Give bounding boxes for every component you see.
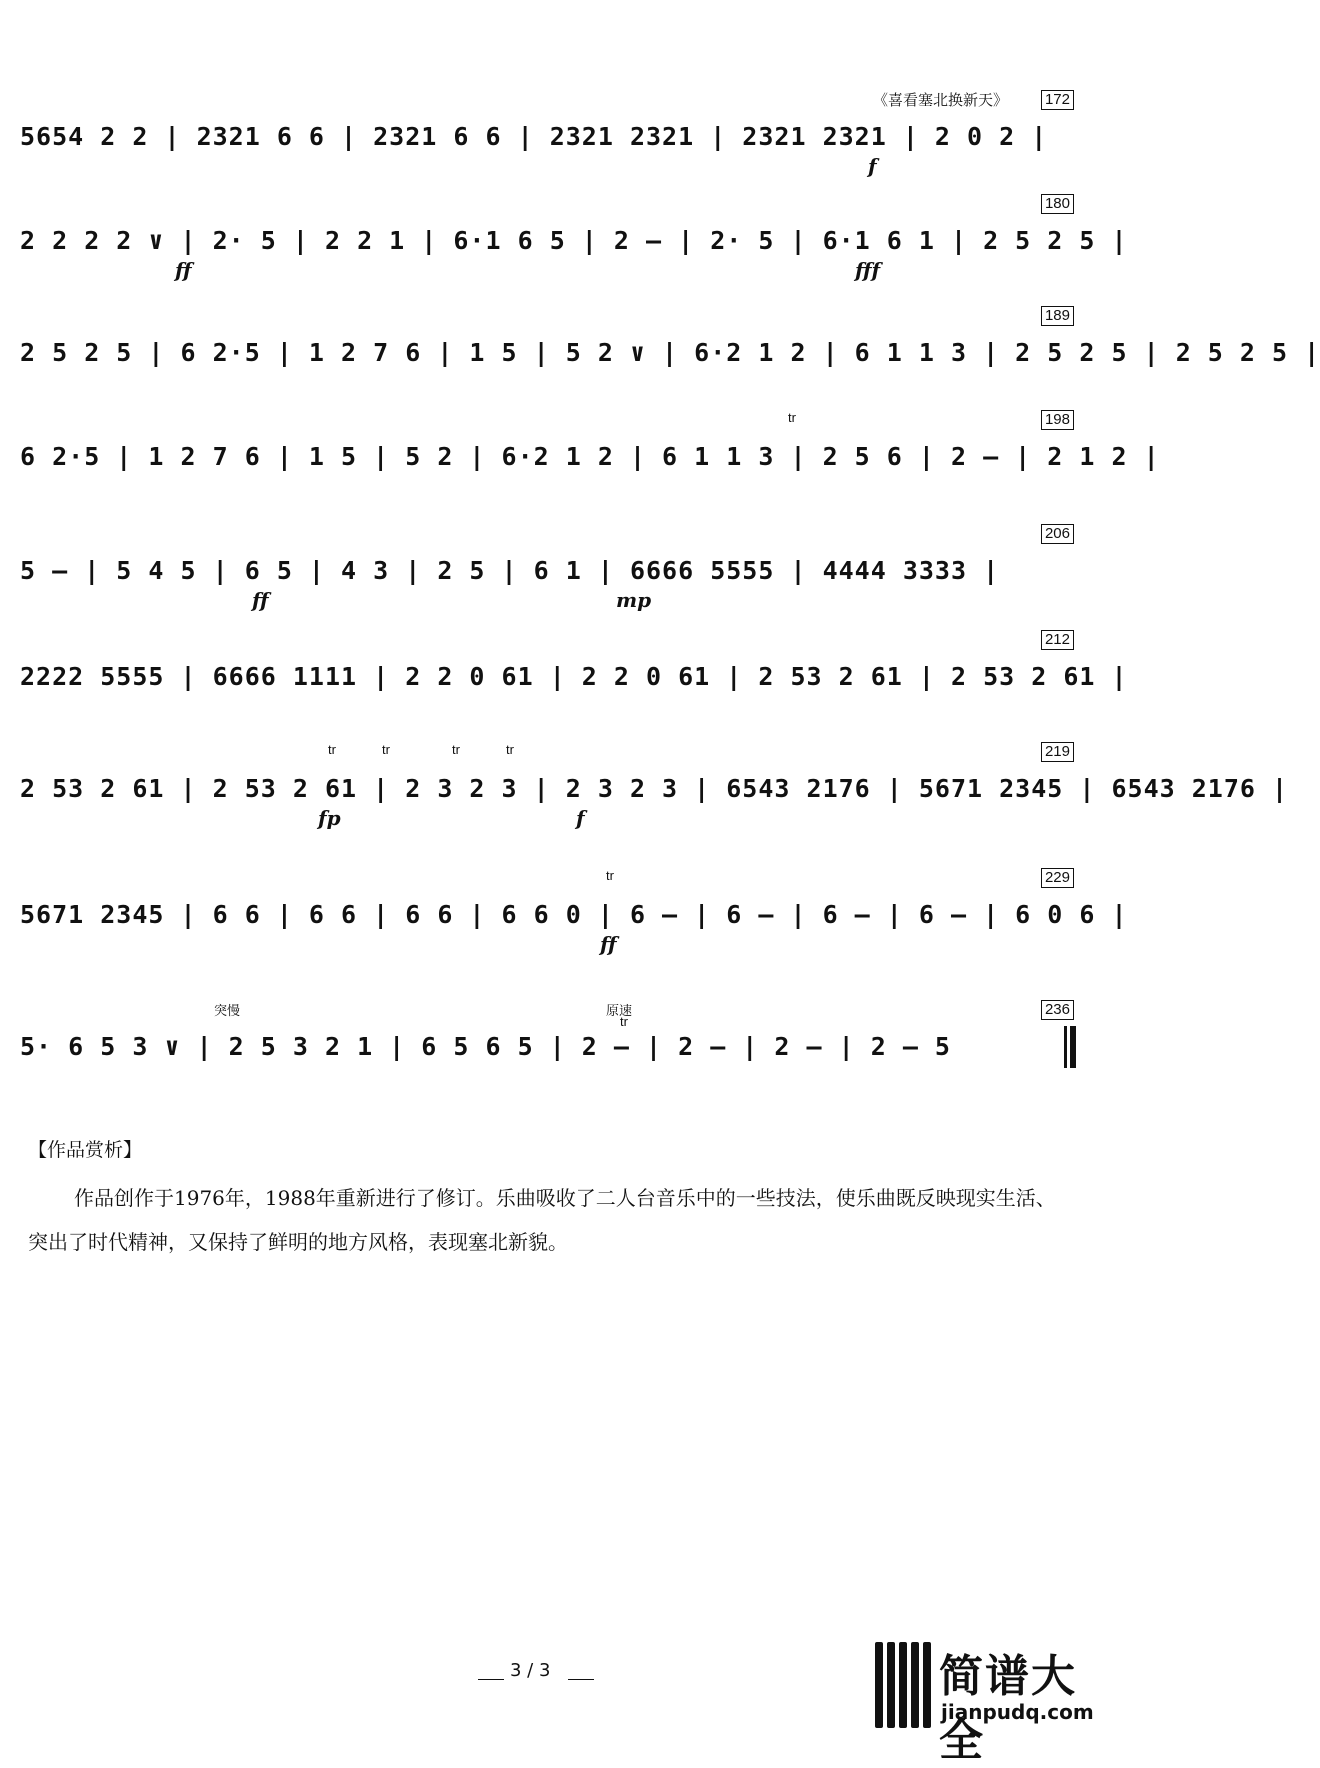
tempo-marker: 原速 xyxy=(606,1003,633,1018)
score-row-3 xyxy=(20,307,1320,392)
dynamic-mark: f xyxy=(576,806,585,830)
score-row-6 xyxy=(20,631,1128,716)
measure-number: 219 xyxy=(1041,742,1074,762)
notation-line: 2222 5555 | 6666 1111 | 2 2 0 61 | 2 2 0 61 | 2 53 2 61 | 2 53 2 61 | xyxy=(20,662,1128,691)
score-row-4 xyxy=(20,410,1160,496)
notation-line: 2 5 2 5 | 6 2·5 | 1 2 7 6 | 1 5 | 5 2 ∨ | 6·2 1 2 | 6 1 1 3 | 2 5 2 5 | 2 5 2 5 | xyxy=(20,338,1320,367)
dynamic-mark: ff xyxy=(600,932,617,956)
trill-marker: tr xyxy=(452,742,460,757)
measure-number: 212 xyxy=(1041,630,1074,650)
measure-number: 236 xyxy=(1041,1000,1074,1020)
measure-number: 229 xyxy=(1041,868,1074,888)
tempo-marker: 突慢 xyxy=(214,1003,241,1018)
piece-title: 《喜看塞北换新天》 xyxy=(873,91,1009,109)
dynamic-mark: mp xyxy=(616,588,652,612)
score-row-9 xyxy=(20,1001,1078,1086)
final-barline-thick xyxy=(1070,1026,1076,1068)
trill-marker: tr xyxy=(606,868,614,883)
trill-marker: tr xyxy=(328,742,336,757)
trill-marker: tr xyxy=(506,742,514,757)
page-number-dash-left xyxy=(478,1679,504,1680)
dynamic-mark: fp xyxy=(318,806,341,830)
trill-marker: tr xyxy=(788,410,796,425)
piano-keys-icon xyxy=(875,1642,933,1728)
notation-line: 5654 2 2 | 2321 6 6 | 2321 6 6 | 2321 2321 | 2321 2321 | 2 0 2 | xyxy=(20,122,1048,151)
appreciation-heading: 【作品赏析】 xyxy=(28,1139,143,1161)
notation-line: 5· 6 5 3 ∨ | 2 5 3 2 1 | 6 5 6 5 | 2 – | 2 – | 2 – | 2 – 5 xyxy=(20,1032,951,1061)
appreciation-paragraph: 作品创作于1976年，1988年重新进行了修订。乐曲吸收了二人台音乐中的一些技法，使乐曲既反映现实生活、突出了时代精神，又保持了鲜明的地方风格，表现塞北新貌。 xyxy=(28,1186,1056,1254)
score-row-2 xyxy=(20,195,1128,282)
dynamic-mark: ff xyxy=(252,588,269,612)
notation-line: 6 2·5 | 1 2 7 6 | 1 5 | 5 2 | 6·2 1 2 | 6 1 1 3 | 2 5 6 | 2 – | 2 1 2 | xyxy=(20,442,1160,471)
page-number-dash-right xyxy=(568,1679,594,1680)
notation-line: 2 2 2 2 ∨ | 2· 5 | 2 2 1 | 6·1 6 5 | 2 – | 2· 5 | 6·1 6 1 | 2 5 2 5 | xyxy=(20,226,1128,255)
score-row-5 xyxy=(20,525,1078,612)
logo-url: jianpudq.com xyxy=(941,1700,1094,1724)
measure-number: 198 xyxy=(1041,410,1074,430)
dynamic-mark: fff xyxy=(855,258,881,282)
site-logo xyxy=(875,1640,1095,1766)
trill-marker: tr xyxy=(382,742,390,757)
notation-line: 2 53 2 61 | 2 53 2 61 | 2 3 2 3 | 2 3 2 3 | 6543 2176 | 5671 2345 | 6543 2176 | xyxy=(20,774,1289,803)
dynamic-mark: ff xyxy=(175,258,192,282)
notation-line: 5 – | 5 4 5 | 6 5 | 4 3 | 2 5 | 6 1 | 6666 5555 | 4444 3333 | xyxy=(20,556,1000,585)
dynamic-mark: f xyxy=(868,154,877,178)
score-row-7 xyxy=(20,742,1289,830)
score-row-8 xyxy=(20,868,1128,956)
measure-number: 189 xyxy=(1041,306,1074,326)
measure-number: 206 xyxy=(1041,524,1074,544)
trill-marker: tr xyxy=(620,1014,628,1029)
measure-number: 180 xyxy=(1041,194,1074,214)
measure-number: 172 xyxy=(1041,90,1074,110)
page-number: 3 / 3 xyxy=(510,1660,551,1681)
logo-text: 简谱大全 xyxy=(939,1651,1077,1766)
final-barline-thin xyxy=(1064,1026,1067,1068)
notation-line: 5671 2345 | 6 6 | 6 6 | 6 6 | 6 6 0 | 6 – | 6 – | 6 – | 6 – | 6 0 6 | xyxy=(20,900,1128,929)
